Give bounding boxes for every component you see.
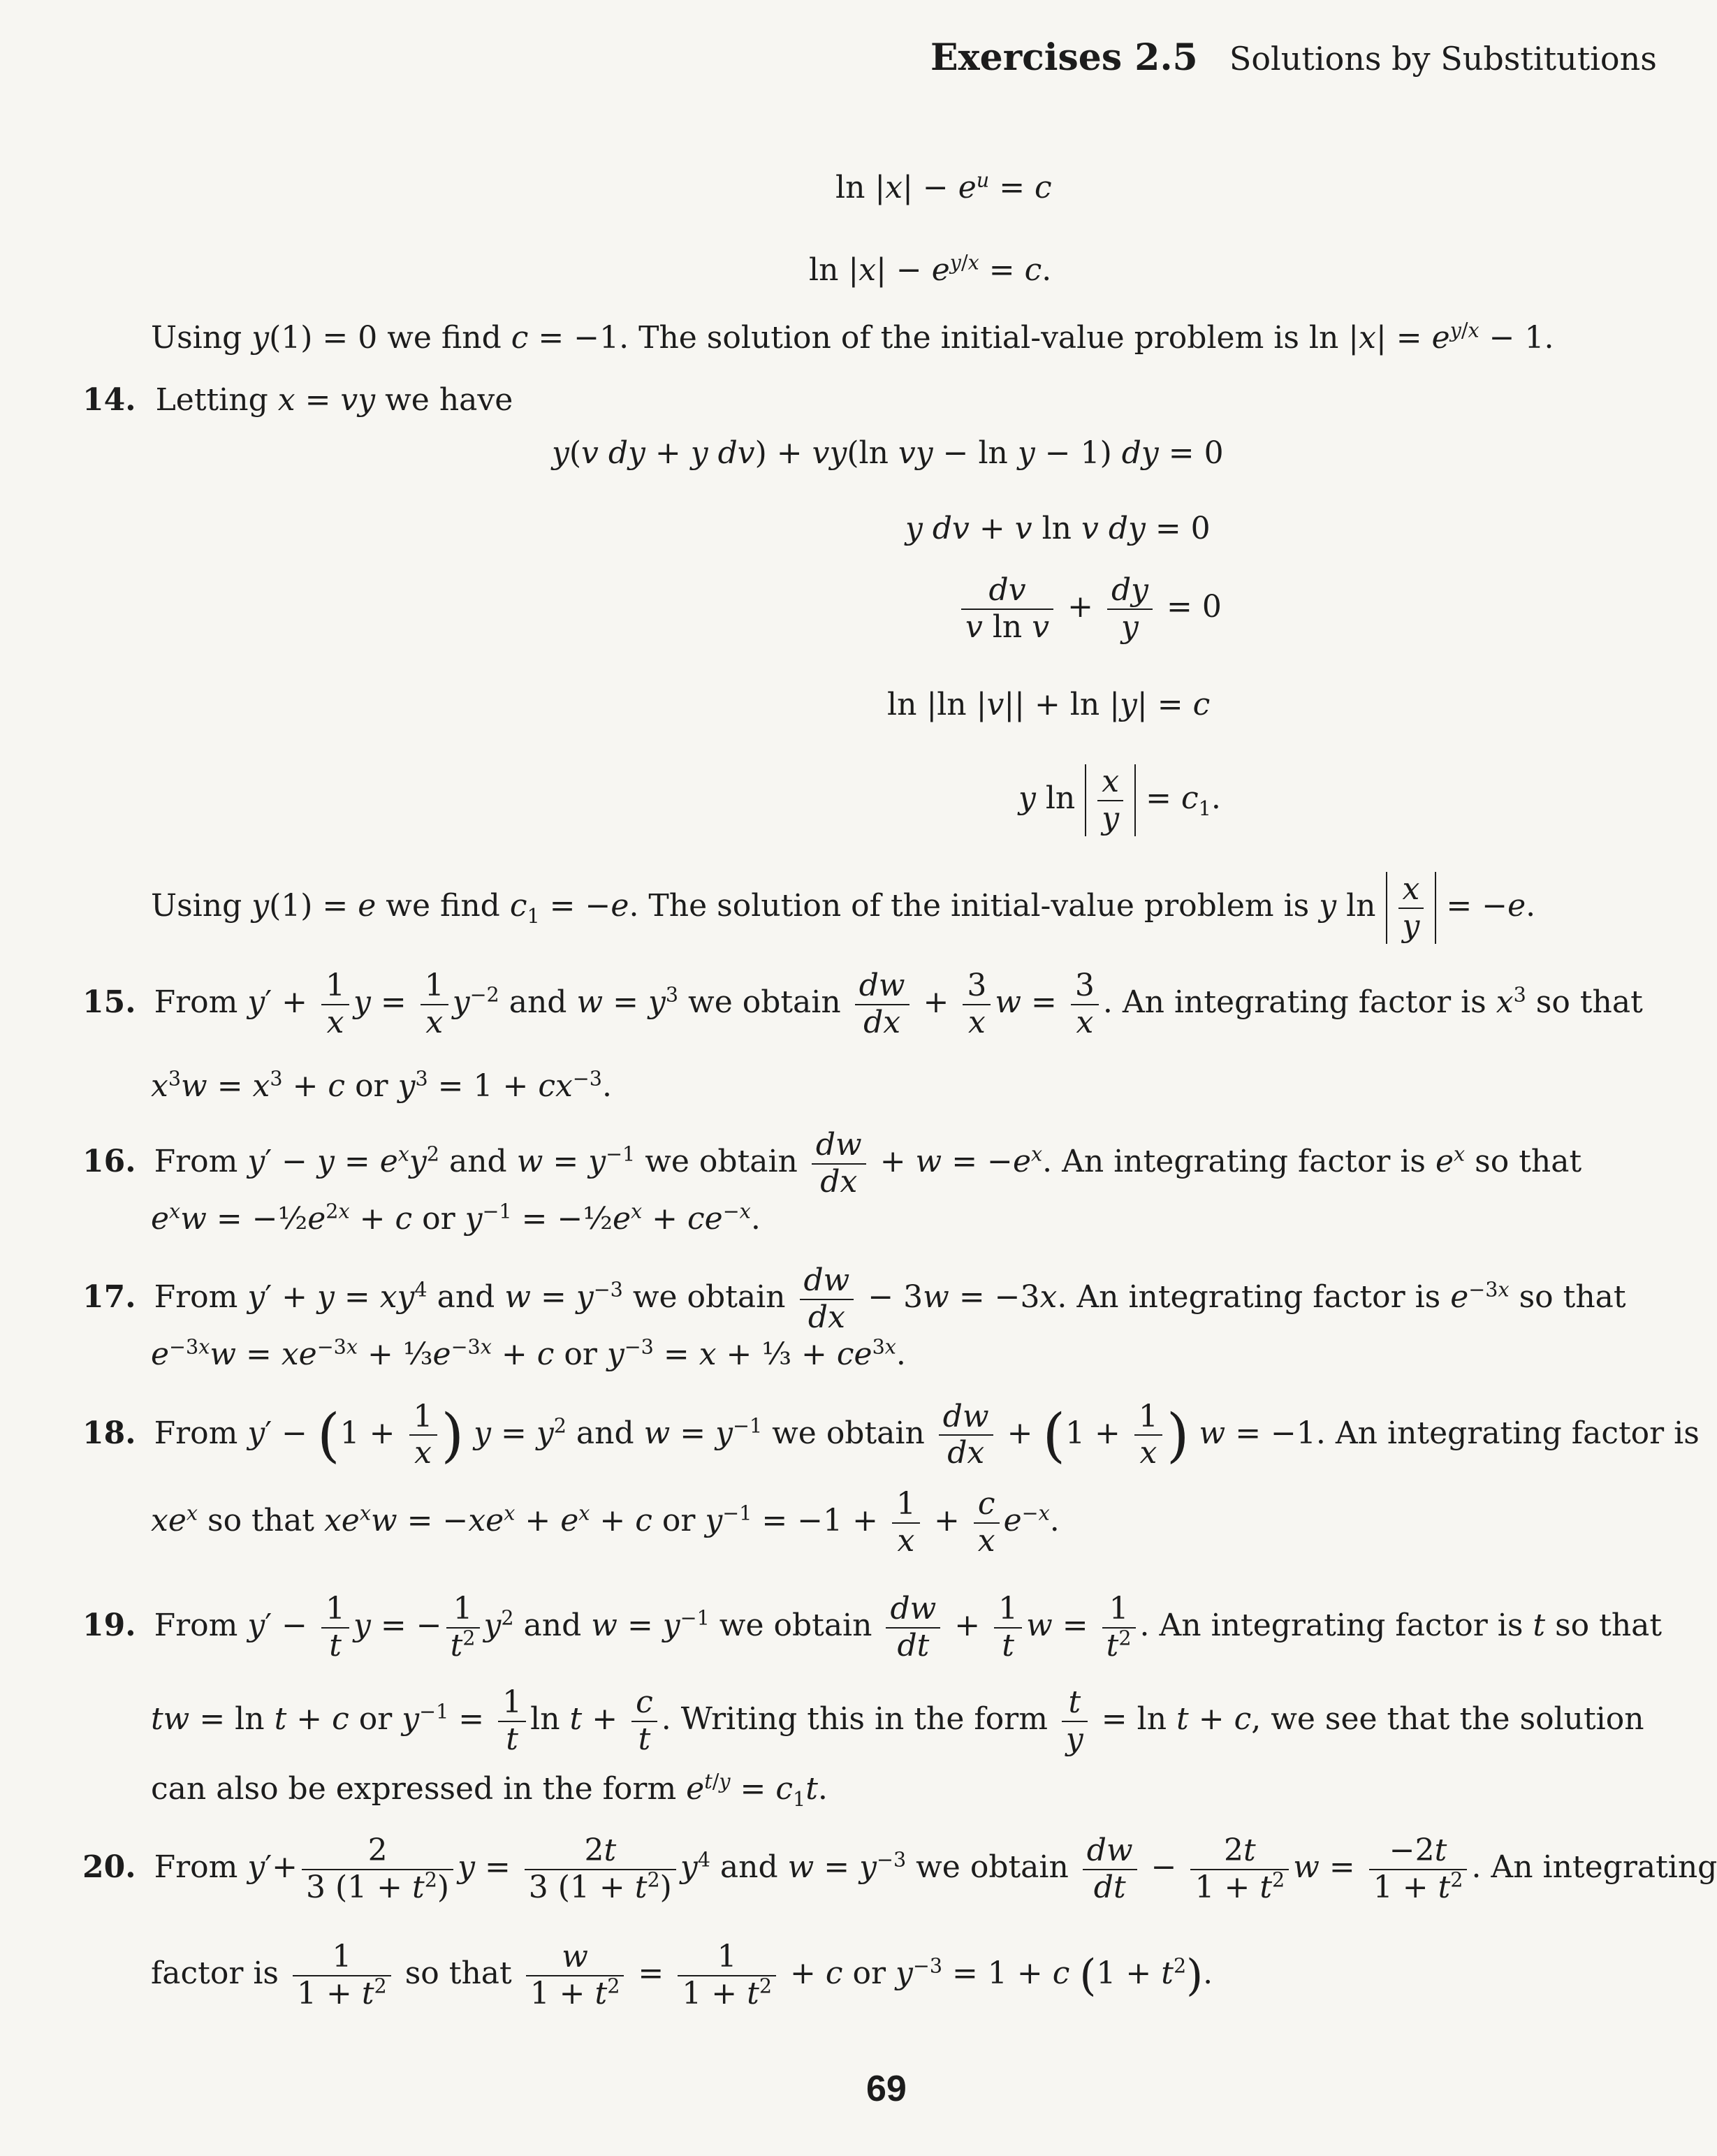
problem-18: 18. From y′ − (1 + $\frac{1}{x}$ ) $y = y^2$ and $w = y^{-1}$ we obtain $\frac{dw}{dx}$ + (1 + $\frac{1}{x}$ ) w = −1. An integrating factor is [82, 1398, 1700, 1471]
section-label: Exercises 2.5 [930, 36, 1198, 79]
problem-15: 15. From y′ + $\frac{1}{x}$ y = $\frac{1}{x}$ $y^{-2}$ and $w = y^3$ we obtain $\frac{dw}{dx}$ + $\frac{3}{x}$ w = $\frac{3}{x}$ . An integrating factor is $x^3$ so that [82, 968, 1643, 1040]
p14-equation-4: ln |ln |v|| + ln |y| = c [887, 687, 1211, 722]
problem-20: 20. From y′+ $\frac{2}{3 (1 + t^2)}$ y = $\frac{2t}{3 (1 + t^2)}$ $y^4$ and $w = y^{-3}$ we obtain $\frac{dw}{dt}$ − $\frac{2t}{1 + t^2}$ w = $\frac{-2t}{1 + t^2}$ . An integrating [82, 1833, 1717, 1905]
section-title: Solutions by Substitutions [1229, 40, 1657, 78]
problem-17-line-2: $e^{-3x}w = xe^{-3x}$ + $\frac{1}{3}e^{-3x} + c$ or $y^{-3} = x$ + ⅓ + $ce^{3x}$. [151, 1334, 906, 1372]
problem-19-line-3: can also be expressed in the form $e^{t/y} = c_1t$. [151, 1769, 828, 1811]
problem-18-line-2: $xe^x$ so that $xe^xw = -xe^x + e^x + c$ or $y^{-1} = -1$ + $\frac{1}{x}$ + $\frac{c}{x}$ $e^{-x}$. [151, 1486, 1060, 1559]
problem-number: 19. [82, 1608, 136, 1644]
p14-equation-2: y dv + v ln v dy = 0 [905, 511, 1211, 546]
problem-number: 18. [82, 1415, 136, 1451]
p14-equation-1: y(v dy + y dv) + vy(ln vy − ln y − 1) dy = 0 [552, 435, 1224, 471]
running-header [930, 36, 1657, 79]
carry-conclusion: Using y(1) = 0 we find c = −1. The solution of the initial-value problem is $\ln |x| = e^{y/x} - 1$. [151, 318, 1554, 356]
problem-19-line-2: tw = ln t + c or $y^{-1}$ = $\frac{1}{t}$ ln t + $\frac{c}{t}$ . Writing this in the form $\frac{t}{y}$ = ln t + c, we see that the solution [151, 1684, 1644, 1757]
page-number: 69 [866, 2069, 907, 2109]
problem-20-line-2: factor is $\frac{1}{1 + t^2}$ so that $\frac{w}{1 + t^2}$ = $\frac{1}{1 + t^2}$ + c or $y^{-3} = 1 + c$ $(1 + t^2)$. [151, 1939, 1213, 2011]
p14-equation-5: y ln $\frac{x}{y}$ = $c_1$. [1018, 764, 1221, 836]
problem-14: 14. Letting x = vy we have [82, 382, 513, 418]
problem-number: 15. [82, 984, 136, 1021]
problem-16-line-2: $e^xw$ = $-\frac{1}{2}e^{2x} + c$ or $y^{-1}$ = $-\frac{1}{2}e^x + ce^{-x}$. [151, 1199, 761, 1237]
carry-equation-1: $\ln |x| - e^u = c$ [835, 168, 1052, 205]
problem-number: 20. [82, 1849, 136, 1886]
problem-17: 17. From $y' + y = xy^4$ and $w = y^{-3}$ we obtain $\frac{dw}{dx}$ − 3w = −3x. An integrating factor is $e^{-3x}$ so that [82, 1262, 1626, 1335]
p14-equation-3: $\frac{dv}{\text{v ln v}}$ + $\frac{dy}{y}$ = 0 [957, 573, 1222, 645]
problem-number: 17. [82, 1279, 136, 1316]
problem-19: 19. From y′ − $\frac{1}{t}$ y = − $\frac{1}{t^2}$ $y^2$ and $w = y^{-1}$ we obtain $\frac{dw}{dt}$ + $\frac{1}{t}$ w = $\frac{1}{t^2}$ . An integrating factor is t so that [82, 1591, 1663, 1663]
problem-15-line-2: $x^3w = x^3 + c$ or $y^3 = 1 + cx^{-3}$. [151, 1066, 612, 1104]
p14-conclusion: Using y(1) = e we find $c_1 = -e$. The solution of the initial-value problem is y ln $\frac{x}{y}$ = −e. [151, 871, 1536, 944]
problem-16: 16. From $y' - y = e^xy^2$ and $w = y^{-1}$ we obtain $\frac{dw}{dx}$ + $w = -e^x$. An integrating factor is $e^x$ so that [82, 1127, 1582, 1200]
problem-number: 16. [82, 1144, 136, 1180]
carry-equation-2: $\ln |x| - e^{y/x} = c$. [809, 250, 1052, 288]
problem-number: 14. [82, 382, 136, 418]
